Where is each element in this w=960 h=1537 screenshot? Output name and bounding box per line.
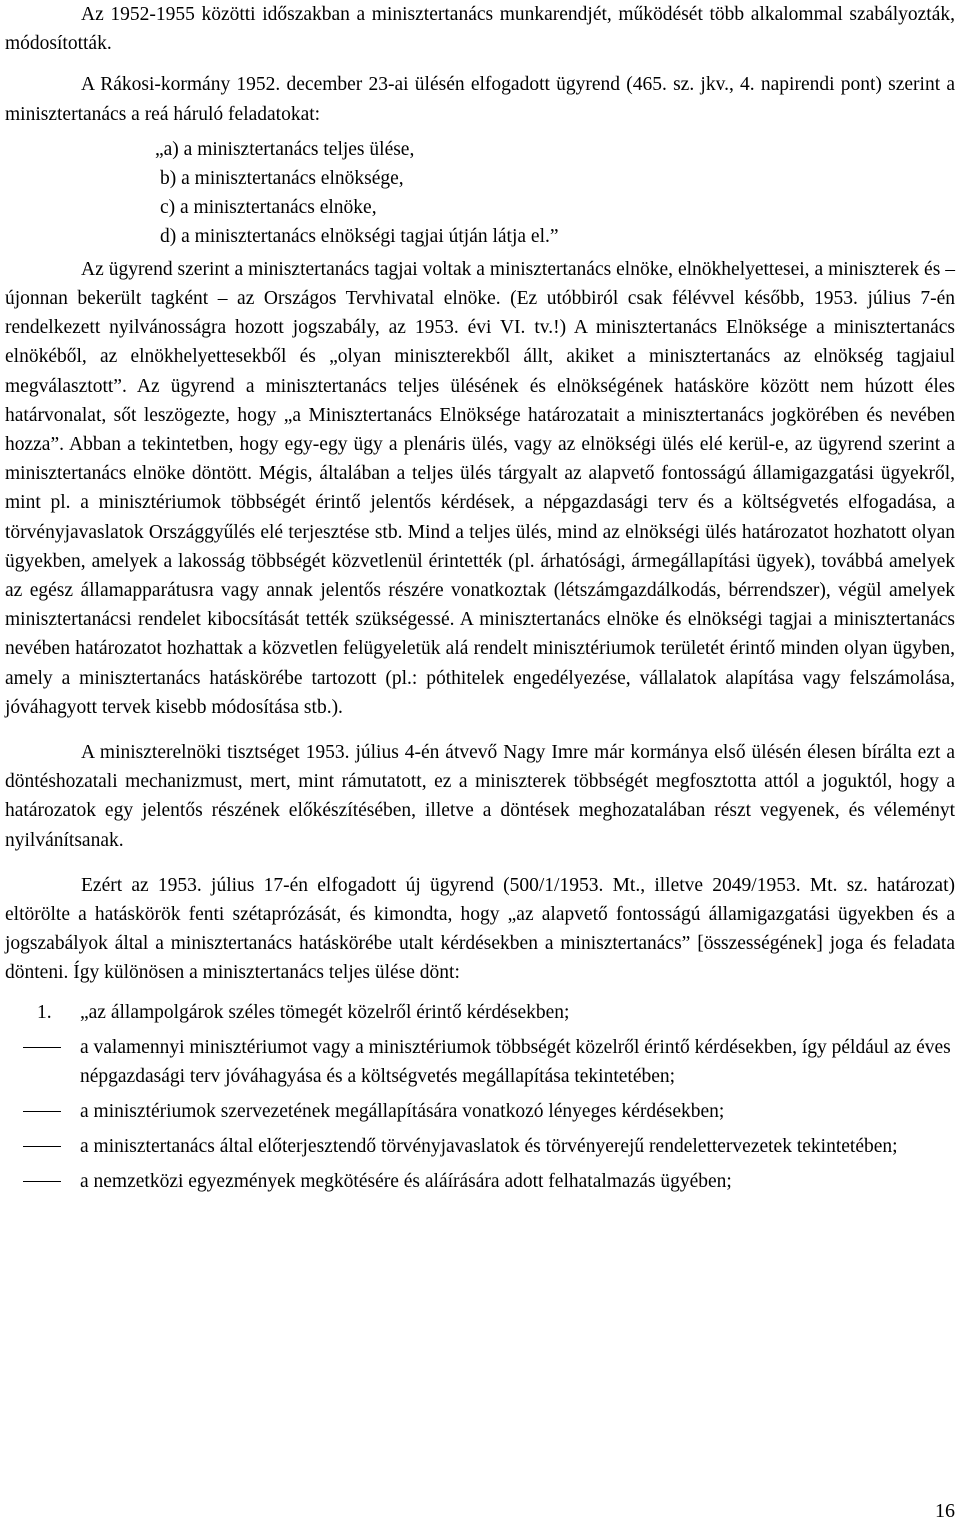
dash-bullet: [23, 1111, 61, 1113]
list-item-text: a nemzetközi egyezmények megkötésére és aláírására adott felhatalmazás ügyében;: [80, 1170, 732, 1192]
paragraph-members: Az ügyrend szerint a minisztertanács tagjai voltak a minisztertanács elnöke, elnökhelyettesei, a miniszterek és – újonnan bekerült tagként – az Országos Tervhivatal elnöke. (Ez utóbbiról csak félévvel később, 1953. július 7-én rendelkezett nyilvánosságra hozott jogszabály, az 1953. évi VI. tv.!) A minisztertanács Elnöksége a minisztertanács elnökéből, az elnökhelyettesekből és „olyan miniszterekből állt, akiket a minisztertanács az elnökség tagjaiul megválasztott”. Az ügyrend a minisztertanács teljes ülésének és elnökségének hatásköre között nem húzott éles határvonalat, sőt leszögezte, hogy „a Minisztertanács Elnöksége határozatait a minisztertanács jogkörében és nevében hozza”. Abban a tekintetben, hogy egy-egy ügy a plenáris ülés, vagy az elnökségi ülés elé kerül-e, az ügyrend szerint a minisztertanács elnöke döntött. Mégis, általában a teljes ülés tárgyalt az alapvető fontosságú államigazgatási ügyekről, mint pl. a minisztériumok többségét érintő jelentős kérdések, a népgazdasági terv és a költségvetés elfogadása, a törvényjavaslatok Országgyűlés elé terjesztése stb. Mind a teljes ülés, mind az elnökségi ülés határozatot hozhatott olyan ügyekben, amelyek a lakosság többségét közvetlenül érintették (pl. árhatósági, ármegállapítási ügyek), továbbá amelyek az egész államapparátusra vagy annak jelentős részére vonatkoztak (létszámgazdálkodás, bérrendszer), végül amelyek minisztertanácsi rendelet kibocsítását tették szükségessé. A minisztertanács elnöke és elnökségi tagjai a minisztertanács nevében határozatot hozhattak a közvetlen felügyeletük alá rendelt minisztériumok területét érintő minden olyan ügyben, amely a minisztertanács hatáskörébe tartozott (pl.: póthitelek engedélyezése, vállalatok alapítása vagy felszámolása, jóváhagyott tervek kisebb módosítása stb.).: [5, 258, 955, 718]
alpha-item-b: b) a minisztertanács elnöksége,: [160, 167, 404, 189]
paragraph-new-rules: Ezért az 1953. július 17-én elfogadott új ügyrend (500/1/1953. Mt., illetve 2049/1953. Mt. sz. határozat) eltörölte a hatáskörök fenti szétaprózását, és kimondta, hogy „az alapvető fontosságú államigazgatási ügyekben és a jogszabályok által a minisztertanács hatáskörébe utalt kérdésekben a minisztertanács” [összességének] joga és feladata dönteni. Így különösen a minisztertanács teljes ülése dönt:: [5, 874, 955, 984]
decision-topics-list: [5, 998, 955, 1196]
task-distribution-list: [5, 135, 955, 251]
list-item-text: a minisztériumok szervezetének megállapítására vonatkozó lényeges kérdésekben;: [80, 1100, 725, 1122]
paragraph-nagy-imre: A miniszterelnöki tisztséget 1953. július 4-én átvevő Nagy Imre már kormánya első ülésén élesen bírálta ezt a döntéshozatali mechanizmust, mert, mint rámutatott, ez a miniszterek többségét megfosztotta attól a joguktól, hogy a határozatok egy jelentős részének előkészítésében, illetve a döntések meghozatalában részt vegyenek, és véleményt nyilvánítsanak.: [5, 742, 955, 851]
list-number: 1.: [37, 1001, 52, 1023]
list-item: [5, 1097, 955, 1126]
list-item: [5, 1167, 955, 1196]
paragraph-intro: Az 1952-1955 közötti időszakban a minisztertanács munkarendjét, működését több alkalommal szabályozták, módosították.: [5, 4, 955, 55]
list-item: [5, 998, 955, 1027]
alpha-item-d: d) a minisztertanács elnökségi tagjai útján látja el.”: [160, 225, 559, 247]
document-page: [5, 0, 955, 1202]
dash-bullet: [23, 1047, 61, 1049]
list-item-text: a valamennyi minisztériumot vagy a minisztériumok többségét közelről érintő kérdésekben, így például az éves népgazdasági terv jóváhagyása és a költségvetés megállapítása tekintetében;: [80, 1036, 951, 1087]
paragraph-rakosi-rules: A Rákosi-kormány 1952. december 23-ai ülésén elfogadott ügyrend (465. sz. jkv., 4. napirendi pont) szerint a minisztertanács a reá háruló feladatokat:: [5, 74, 955, 125]
alpha-item-a: „a) a minisztertanács teljes ülése,: [155, 138, 415, 160]
alpha-item-c: c) a minisztertanács elnöke,: [160, 196, 377, 218]
dash-bullet: [23, 1181, 61, 1183]
list-item: [5, 1033, 955, 1091]
list-item: [5, 1132, 955, 1161]
list-item-text: a minisztertanács által előterjesztendő törvényjavaslatok és törvényerejű rendelettervezetek tekintetében;: [80, 1135, 898, 1157]
list-item-text: „az állampolgárok széles tömegét közelről érintő kérdésekben;: [80, 1001, 570, 1023]
dash-bullet: [23, 1146, 61, 1148]
page-number: 16: [935, 1500, 955, 1522]
